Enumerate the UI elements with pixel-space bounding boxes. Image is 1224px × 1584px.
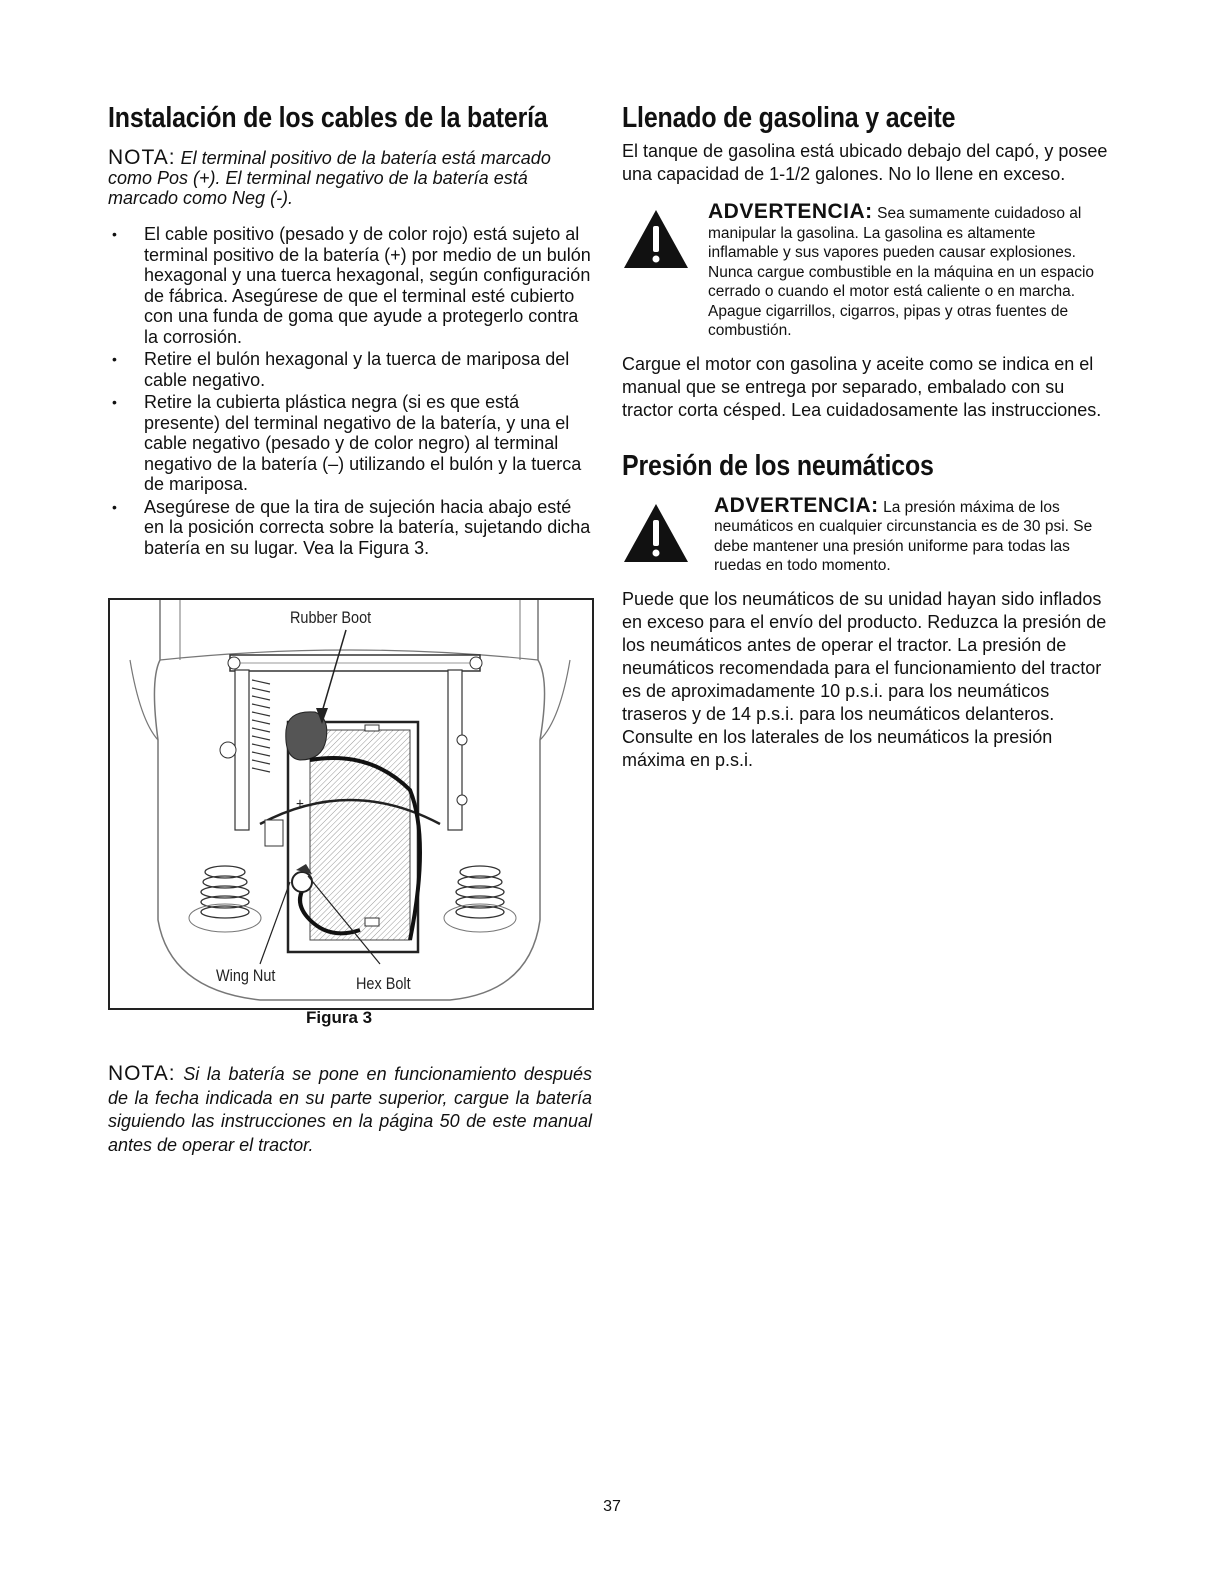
page-number: 37 (603, 1498, 621, 1515)
tire-warning (622, 493, 1108, 576)
warning-text: La presión máxima de los neumáticos en cualquier circunstancia es de 30 psi. Se debe mantener una presión uniforme para todas las ruedas en todo momento. (714, 498, 1093, 574)
plus-terminal-label: + (296, 796, 304, 813)
warning-triangle-icon (622, 502, 690, 564)
note-text: El terminal positivo de la batería está marcado como Pos (+). El terminal negativo de la batería está marcado como Neg (-). (108, 148, 551, 208)
fuel-intro: El tanque de gasolina está ubicado debajo del capó, y posee una capacidad de 1-1/2 galones. No lo llene en exceso. (622, 141, 1108, 184)
list-item: • Retire la cubierta plástica negra (si es que está presente) del terminal negativo de la batería, y una el cable negativo (pesado y de color negro) al terminal negativo de la batería (–) utilizando el bulón y la tuerca de mariposa. (108, 392, 594, 495)
battery-figure (108, 598, 594, 1010)
battery-cables-title: Instalación de los cables de la batería (108, 102, 548, 134)
note-label: NOTA: (108, 1062, 176, 1085)
fuel-body: Cargue el motor con gasolina y aceite como se indica en el manual que se entrega por separado, embalado con su tractor corta césped. Lea cuidadosamente las instrucciones. (622, 353, 1102, 420)
warning-label: ADVERTENCIA: (708, 200, 873, 223)
note-battery-charge (108, 1062, 592, 1157)
rubber-boot-callout: Rubber Boot (290, 608, 372, 627)
battery-illustration (110, 600, 594, 1010)
note-text: Si la batería se pone en funcionamiento después de la fecha indicada en su parte superior, cargue la batería siguiendo las instrucciones en la página 50 de este manual antes de operar el tractor. (108, 1064, 592, 1155)
battery-cables-section (108, 100, 594, 560)
note-label: NOTA: (108, 146, 176, 169)
wing-nut-callout: Wing Nut (216, 966, 276, 985)
list-item: • El cable positivo (pesado y de color rojo) está sujeto al terminal positivo de la batería (+) por medio de un bulón hexagonal y una tuerca hexagonal, según configuración de fábrica. Asegúrese de que el terminal esté cubierto con una funda de goma que ayude a protegerlo contra la corrosión. (108, 224, 594, 347)
hex-bolt-callout: Hex Bolt (356, 974, 411, 993)
tire-title: Presión de los neumáticos (622, 449, 934, 482)
list-item: • Asegúrese de que la tira de sujeción hacia abajo esté en la posición correcta sobre la batería, sujetando dicha batería en su lugar. Vea la Figura 3. (108, 497, 594, 559)
note-terminal-markings (108, 148, 594, 208)
warning-text: Sea sumamente cuidadoso al manipular la gasolina. La gasolina es altamente inflamable y sus vapores pueden causar explosiones. Nunca cargue combustible en la máquina en un espacio cerrado o cuando el motor está caliente o en marcha. Apague cigarrillos, cigarros, pipas y otras fuentes de combustión. (708, 205, 1095, 339)
list-item: • Retire el bulón hexagonal y la tuerca de mariposa del cable negativo. (108, 349, 594, 390)
fuel-title: Llenado de gasolina y aceite (622, 102, 956, 134)
tire-body: Puede que los neumáticos de su unidad hayan sido inflados en exceso para el envío del producto. Reduzca la presión de los neumáticos antes de operar el tractor. La presión de neumáticos recomendada para el funcionamiento del tractor es de aproximadamente 10 p.s.i. para los neumáticos traseros y de 14 p.s.i. para los neumáticos delanteros. Consulte en los laterales de los neumáticos la presión máxima en p.s.i. (622, 588, 1107, 770)
battery-steps-list (108, 224, 594, 558)
warning-triangle-icon (622, 208, 690, 270)
warning-label: ADVERTENCIA: (714, 493, 879, 517)
fuel-warning (622, 202, 1108, 341)
figure-caption: Figura 3 (306, 1008, 373, 1027)
fuel-and-tire-section (622, 100, 1108, 772)
